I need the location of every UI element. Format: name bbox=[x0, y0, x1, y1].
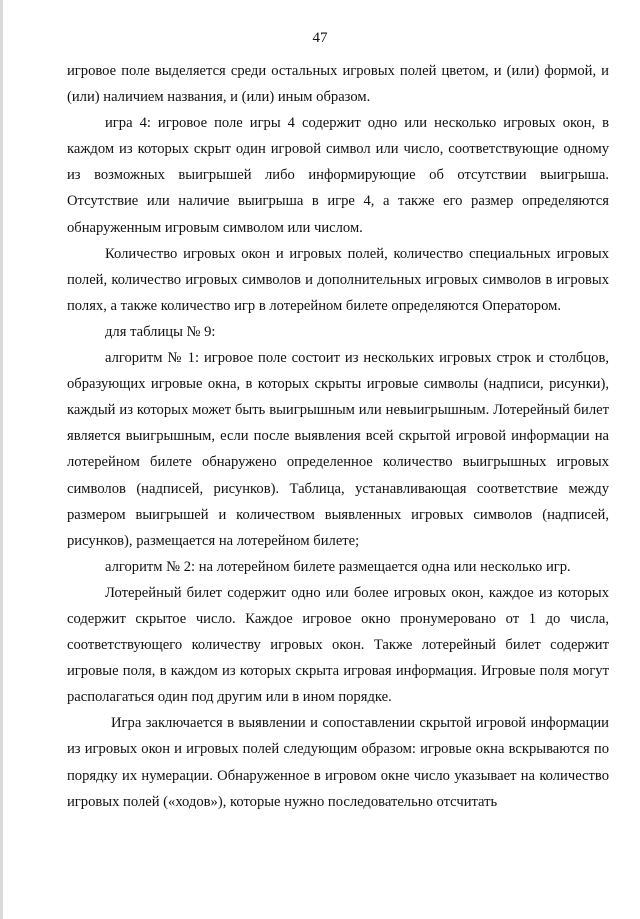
paragraph-3: Количество игровых окон и игровых полей, количество специальных игровых полей, количество игровых символов и дополнительных игровых символов в игровых полях, а также количество игр в лотерейном билете определяются Оператором. bbox=[67, 245, 609, 314]
paragraph-6: алгоритм № 2: на лотерейном билете размещается одна или несколько игр. bbox=[105, 558, 571, 575]
document-body bbox=[67, 58, 609, 815]
paragraph-2: игра 4: игровое поле игры 4 содержит одно или несколько игровых окон, в каждом из которых скрыт один игровой символ или число, соответствующие одному из возможных выигрышей либо информирующие об отсутствии выигрыша. Отсутствие или наличие выигрыша в игре 4, а также его размер определяются обнаруженным игровым символом или числом. bbox=[67, 115, 609, 236]
paragraph-7: Лотерейный билет содержит одно или более игровых окон, каждое из которых содержит скрытое число. Каждое игровое окно пронумеровано от 1 до числа, соответствующего количеству игровых окон. Также лотерейный билет содержит игровые поля, в каждом из которых скрыта игровая информация. Игровые поля могут располагаться один под другим или в ином порядке. bbox=[67, 584, 609, 706]
page-number: 47 bbox=[312, 30, 328, 46]
paragraph-1: игровое поле выделяется среди остальных игровых полей цветом, и (или) формой, и (или) наличием названия, и (или) иным образом. bbox=[67, 63, 609, 106]
paragraph-5: алгоритм № 1: игровое поле состоит из нескольких игровых строк и столбцов, образующих игровые окна, в которых скрыты игровые символы (надписи, рисунки), каждый из которых может быть выигрышным или невыигрышным. Лотерейный билет является выигрышным, если после выявления всей скрытой игровой информации на лотерейном билете обнаружено определенное количество выигрышных игровых символов (надписей, рисунков). Таблица, устанавливающая соответствие между размером выигрышей и количеством выявленных игровых символов (надписей, рисунков), размещается на лотерейном билете; bbox=[67, 350, 609, 549]
scan-edge bbox=[0, 0, 3, 919]
paragraph-4: для таблицы № 9: bbox=[105, 323, 216, 340]
paragraph-8: Игра заключается в выявлении и сопоставлении скрытой игровой информации из игровых окон и игровых полей следующим образом: игровые окна вскрываются по порядку их нумерации. Обнаруженное в игровом окне число указывает на количество игровых полей («ходов»), которые нужно последовательно отсчитать bbox=[67, 715, 609, 810]
